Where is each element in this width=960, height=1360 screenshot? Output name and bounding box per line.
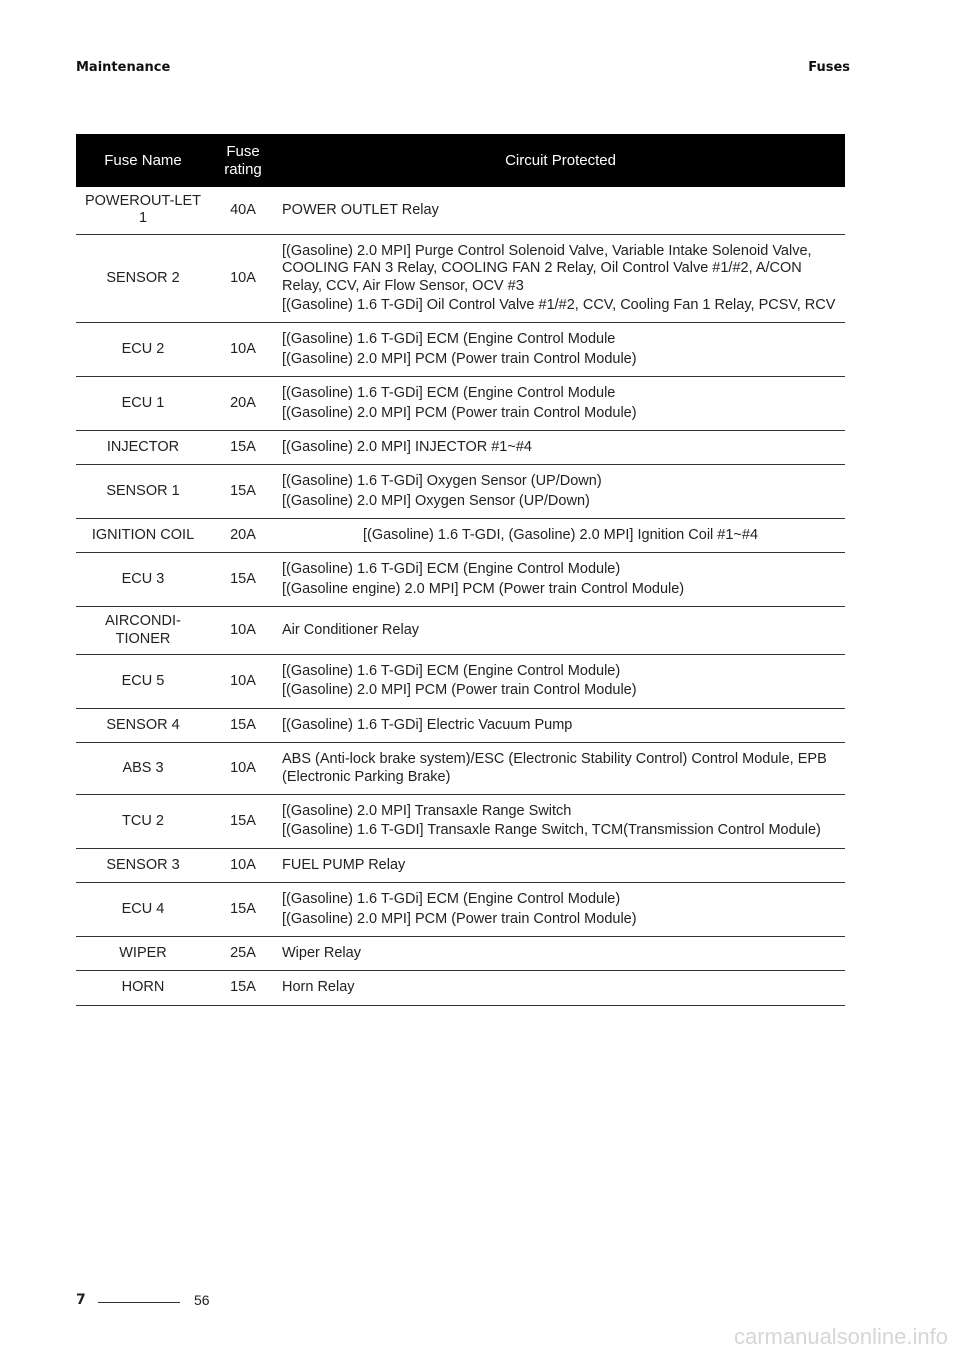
circuit-line: [(Gasoline) 2.0 MPI] PCM (Power train Control Module)	[282, 910, 637, 927]
circuit-protected-cell	[276, 553, 845, 607]
fuse-name-cell: SENSOR 4	[76, 708, 210, 742]
fuse-name-cell: SENSOR 1	[76, 465, 210, 519]
fuse-name-cell: INJECTOR	[76, 430, 210, 464]
circuit-line: ABS (Anti-lock brake system)/ESC (Electronic Stability Control) Control Module, EPB (Electronic Parking Brake)	[282, 751, 827, 785]
table-header-row	[76, 134, 845, 187]
circuit-line: [(Gasoline) 1.6 T-GDi] Electric Vacuum Pump	[282, 716, 573, 733]
fuse-name-cell: HORN	[76, 971, 210, 1005]
footer-divider	[98, 1302, 180, 1303]
fuse-rating-cell: 10A	[210, 848, 276, 882]
fuse-name-cell: AIRCONDI-TIONER	[76, 607, 210, 655]
table-row	[76, 936, 845, 970]
table-row	[76, 848, 845, 882]
circuit-line: [(Gasoline) 1.6 T-GDi] ECM (Engine Control Module)	[282, 561, 621, 578]
table-row	[76, 655, 845, 709]
fuse-name-cell: POWEROUT-LET 1	[76, 187, 210, 234]
circuit-line: [(Gasoline) 1.6 T-GDi] Oxygen Sensor (UP/Down)	[282, 473, 602, 490]
column-header-fuse-name: Fuse Name	[76, 134, 210, 187]
circuit-protected-cell	[276, 323, 845, 377]
circuit-line: [(Gasoline) 2.0 MPI] Transaxle Range Switch	[282, 802, 572, 819]
table-row	[76, 187, 845, 234]
column-header-circuit-protected: Circuit Protected	[276, 134, 845, 187]
fuse-name-cell: ECU 1	[76, 377, 210, 431]
fuse-name-cell: TCU 2	[76, 794, 210, 848]
table-row	[76, 377, 845, 431]
watermark: carmanualsonline.info	[733, 1324, 948, 1349]
circuit-line: [(Gasoline) 2.0 MPI] PCM (Power train Control Module)	[282, 682, 637, 699]
circuit-protected-cell	[276, 234, 845, 323]
circuit-line: POWER OUTLET Relay	[282, 201, 439, 218]
circuit-line: [(Gasoline) 1.6 T-GDI, (Gasoline) 2.0 MPI] Ignition Coil #1~#4	[362, 527, 759, 544]
topic-title: Fuses	[808, 60, 850, 75]
fuse-rating-cell: 20A	[210, 377, 276, 431]
circuit-protected-cell	[276, 848, 845, 882]
table-row	[76, 465, 845, 519]
circuit-protected-cell	[276, 655, 845, 709]
fuse-rating-cell: 10A	[210, 234, 276, 323]
circuit-protected-cell	[276, 883, 845, 937]
chapter-number: 7	[76, 1292, 86, 1308]
circuit-protected-cell	[276, 794, 845, 848]
circuit-protected-cell	[276, 430, 845, 464]
circuit-line: [(Gasoline) 2.0 MPI] Oxygen Sensor (UP/Down)	[282, 492, 590, 509]
circuit-line: [(Gasoline) 2.0 MPI] PCM (Power train Control Module)	[282, 350, 637, 367]
fuse-rating-cell: 15A	[210, 883, 276, 937]
section-title: Maintenance	[76, 60, 171, 75]
table-row	[76, 430, 845, 464]
fuse-rating-cell: 40A	[210, 187, 276, 234]
circuit-protected-cell	[276, 708, 845, 742]
table-row	[76, 607, 845, 655]
circuit-line: FUEL PUMP Relay	[282, 856, 406, 873]
table-row	[76, 519, 845, 553]
circuit-protected-cell	[276, 971, 845, 1005]
fuse-name-cell: SENSOR 3	[76, 848, 210, 882]
fuse-name-cell: ECU 4	[76, 883, 210, 937]
table-row	[76, 794, 845, 848]
circuit-line: Wiper Relay	[282, 944, 361, 961]
circuit-line: [(Gasoline) 1.6 T-GDi] ECM (Engine Control Module	[282, 331, 616, 348]
fuse-rating-cell: 20A	[210, 519, 276, 553]
table-row	[76, 743, 845, 795]
circuit-line: [(Gasoline) 2.0 MPI] Purge Control Solenoid Valve, Variable Intake Solenoid Valve, COOLING FAN 3 Relay, COOLING FAN 2 Relay, Oil Control Valve #1/#2, A/CON Relay, CCV, Air Flow Sensor, OCV #3	[282, 242, 812, 294]
circuit-line: [(Gasoline) 1.6 T-GDi] ECM (Engine Control Module	[282, 385, 616, 402]
table-row	[76, 234, 845, 323]
fuse-rating-cell: 15A	[210, 553, 276, 607]
circuit-protected-cell	[276, 465, 845, 519]
fuse-name-cell: IGNITION COIL	[76, 519, 210, 553]
table-row	[76, 971, 845, 1005]
circuit-line: [(Gasoline) 1.6 T-GDi] ECM (Engine Control Module)	[282, 891, 621, 908]
page-number: 56	[194, 1292, 210, 1308]
fuse-rating-cell: 25A	[210, 936, 276, 970]
fuse-name-cell: WIPER	[76, 936, 210, 970]
fuse-rating-cell: 15A	[210, 971, 276, 1005]
fuse-rating-cell: 15A	[210, 794, 276, 848]
fuse-rating-cell: 15A	[210, 430, 276, 464]
fuse-rating-cell: 10A	[210, 655, 276, 709]
fuse-name-cell: ECU 5	[76, 655, 210, 709]
fuse-rating-cell: 15A	[210, 708, 276, 742]
table-row	[76, 553, 845, 607]
circuit-protected-cell	[276, 743, 845, 795]
fuse-rating-cell: 10A	[210, 323, 276, 377]
fuse-rating-cell: 15A	[210, 465, 276, 519]
fuse-rating-header-text: Fuse rating	[224, 142, 262, 178]
fuse-name-cell: ECU 3	[76, 553, 210, 607]
fuse-table	[76, 134, 845, 1006]
fuse-name-cell: ECU 2	[76, 323, 210, 377]
circuit-line: Air Conditioner Relay	[282, 621, 420, 638]
fuse-rating-cell: 10A	[210, 607, 276, 655]
circuit-line: [(Gasoline) 2.0 MPI] INJECTOR #1~#4	[282, 438, 532, 455]
fuse-rating-cell: 10A	[210, 743, 276, 795]
circuit-line: [(Gasoline) 1.6 T-GDi] ECM (Engine Control Module)	[282, 663, 621, 680]
table-row	[76, 708, 845, 742]
fuse-name-cell: ABS 3	[76, 743, 210, 795]
table-row	[76, 323, 845, 377]
circuit-line: [(Gasoline engine) 2.0 MPI] PCM (Power train Control Module)	[282, 580, 685, 597]
circuit-protected-cell	[276, 377, 845, 431]
circuit-line: [(Gasoline) 1.6 T-GDi] Oil Control Valve #1/#2, CCV, Cooling Fan 1 Relay, PCSV, RCV	[282, 296, 836, 313]
fuse-name-cell: SENSOR 2	[76, 234, 210, 323]
circuit-protected-cell	[276, 519, 845, 553]
circuit-line: [(Gasoline) 1.6 T-GDI] Transaxle Range Switch, TCM(Transmission Control Module)	[282, 822, 821, 839]
table-row	[76, 883, 845, 937]
table-body	[76, 187, 845, 1005]
circuit-protected-cell	[276, 936, 845, 970]
circuit-line: Horn Relay	[282, 979, 355, 996]
circuit-protected-cell	[276, 187, 845, 234]
circuit-line: [(Gasoline) 2.0 MPI] PCM (Power train Control Module)	[282, 404, 637, 421]
column-header-fuse-rating	[210, 134, 276, 187]
circuit-protected-cell	[276, 607, 845, 655]
